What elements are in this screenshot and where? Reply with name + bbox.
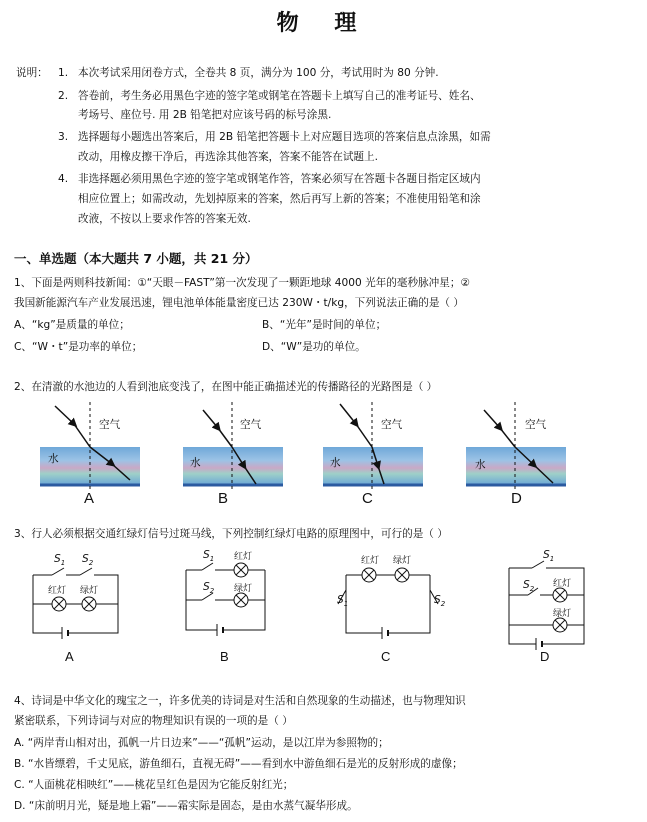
q3-label-d: D [540,649,550,664]
q1-option-c: C、“W・t”是功率的单位； [14,341,143,353]
instruction-text: 改动，用橡皮擦干净后，再选涂其他答案，答案不能答在试题上. [78,151,378,163]
q2-figure-d [466,402,566,492]
q2-label-a: A [84,490,95,507]
q3-circuit-a [33,568,118,639]
instruction-num: 1. [58,67,69,79]
green-light-label: 绿灯 [234,584,253,594]
page-title: 物 理 [276,10,371,36]
q2-figure-a [40,402,140,492]
q2-label-d: D [511,490,522,507]
q2-water-label: 水 [190,457,201,469]
q2-stem: 2、在清澈的水池边的人看到池底变浅了，在图中能正确描述光的传播路径的光路图是（ ） [14,381,438,393]
q2-air-label: 空气 [99,419,121,431]
section-heading: 一、单选题（本大题共 7 小题，共 21 分） [14,251,258,266]
q1-option-a: A、“kg”是质量的单位； [14,319,130,331]
instruction-text: 非选择题必须用黑色字迹的签字笔或钢笔作答，答案必须写在答题卡各题目指定区域内 [78,173,481,185]
switch-label: $S_2$ [203,581,215,596]
q1-stem: 1、下面是两则科技新闻：①“天眼－FAST”第一次发现了一颗距地球 4000 光年的毫秒脉冲星；② [14,277,470,289]
q4-option-b: B. “水皆缥碧，千丈见底，游鱼细石，直视无碍”——看到水中游鱼细石是光的反射形成的虚像； [14,758,463,770]
instruction-text: 考场号、座位号. 用 2B 铅笔把对应该号码的标号涂黑. [78,109,332,121]
q3-circuit-d [509,561,584,650]
q3-circuit-b [186,563,265,636]
switch-label: $S_1$ [337,594,349,609]
q2-figure-c [323,402,423,492]
instruction-num: 2. [58,90,69,102]
q2-air-label: 空气 [381,419,403,431]
q2-figure-b [183,402,283,492]
q2-water-label: 水 [48,453,59,465]
q1-option-b: B、“光年”是时间的单位； [262,319,387,331]
q3-circuit-c [338,568,438,639]
red-light-label: 红灯 [48,586,67,596]
switch-label: $S_2$ [82,553,94,568]
q2-label-c: C [362,490,373,507]
q3-label-c: C [381,649,391,664]
q4-option-a: A. “两岸青山相对出，孤帆一片日边来”——“孤帆”运动，是以江岸为参照物的； [14,737,389,749]
switch-label: $S_1$ [54,553,66,568]
instruction-text: 改液，不按以上要求作答的答案无效. [78,213,251,225]
q4-option-c: C. “人面桃花相映红”——桃花呈红色是因为它能反射红光； [14,779,294,791]
q4-option-d: D. “床前明月光，疑是地上霜”——霜实际是固态，是由水蒸气凝华形成。 [14,800,358,812]
instruction-num: 4. [58,173,69,185]
switch-label: $S_2$ [523,579,535,594]
instruction-text: 相应位置上；如需改动，先划掉原来的答案，然后再写上新的答案；不准使用铅笔和涂 [78,193,481,205]
q1-stem: 我国新能源汽车产业发展迅速，锂电池单体能量密度已达 230W・t/kg，下列说法正确的是（ ） [14,297,464,309]
q2-water-label: 水 [330,457,341,469]
q4-stem: 紧密联系，下列诗词与对应的物理知识有误的一项的是（ ） [14,715,293,727]
q3-label-b: B [220,649,229,664]
q2-air-label: 空气 [525,419,547,431]
instruction-text: 选择题每小题选出答案后，用 2B 铅笔把答题卡上对应题目选项的答案信息点涂黑，如需 [78,131,491,143]
green-light-label: 绿灯 [553,609,572,619]
switch-label: $S_1$ [543,549,555,564]
red-light-label: 红灯 [234,552,253,562]
switch-label: $S_2$ [434,594,446,609]
q1-option-d: D、“W”是功的单位。 [262,341,366,353]
instruction-num: 3. [58,131,69,143]
q4-stem: 4、诗词是中华文化的瑰宝之一，许多优美的诗词是对生活和自然现象的生动描述，也与物理知识 [14,695,466,707]
red-light-label: 红灯 [361,556,380,566]
q3-label-a: A [65,649,74,664]
q3-stem: 3、行人必须根据交通红绿灯信号过斑马线，下列控制红绿灯电路的原理图中，可行的是（ ） [14,528,448,540]
q2-air-label: 空气 [240,419,262,431]
instruction-text: 答卷前，考生务必用黑色字迹的签字笔或钢笔在答题卡上填写自己的准考证号、姓名、 [78,90,481,102]
green-light-label: 绿灯 [393,556,412,566]
red-light-label: 红灯 [553,579,572,589]
instructions-lead: 说明： [16,67,48,79]
green-light-label: 绿灯 [80,586,99,596]
switch-label: $S_1$ [203,549,215,564]
instruction-text: 本次考试采用闭卷方式，全卷共 8 页，满分为 100 分，考试用时为 80 分钟. [78,67,439,79]
q2-water-label: 水 [475,459,486,471]
q2-label-b: B [218,490,229,507]
